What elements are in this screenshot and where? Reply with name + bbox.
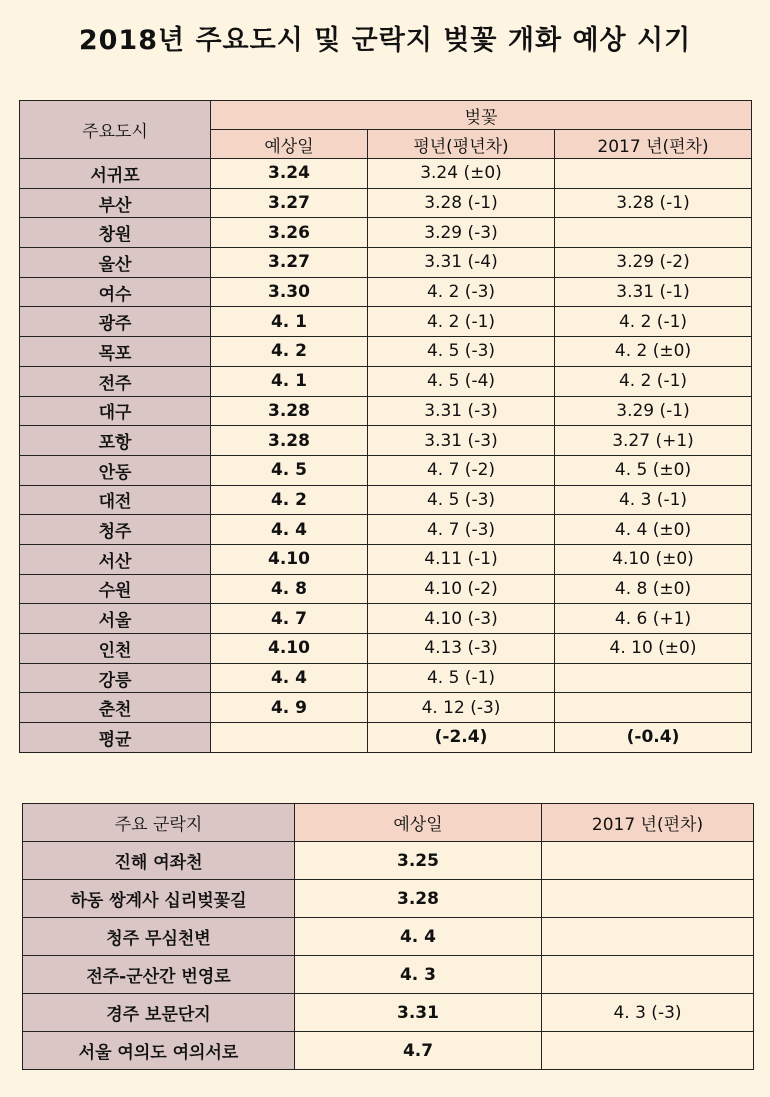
average-expected — [211, 723, 368, 753]
city-name: 여수 — [20, 277, 211, 307]
header-2017: 2017 년(편차) — [555, 130, 752, 159]
city-name: 수원 — [20, 574, 211, 604]
date-2017: 3.29 (-2) — [555, 248, 752, 278]
expected-date: 4. 4 — [211, 663, 368, 693]
table-row — [20, 515, 752, 545]
expected-date: 4. 1 — [211, 307, 368, 337]
date-2017: 4. 5 (±0) — [555, 455, 752, 485]
expected-date: 3.28 — [211, 396, 368, 426]
table-row — [23, 918, 754, 956]
normal-date: 4.13 (-3) — [368, 634, 555, 664]
date-2017: 4. 2 (±0) — [555, 337, 752, 367]
normal-date: 4. 5 (-4) — [368, 366, 555, 396]
table-row — [20, 366, 752, 396]
table-row — [20, 188, 752, 218]
city-name: 포항 — [20, 426, 211, 456]
date-2017 — [555, 663, 752, 693]
date-2017: 4. 8 (±0) — [555, 574, 752, 604]
expected-date: 4. 5 — [211, 455, 368, 485]
city-name: 춘천 — [20, 693, 211, 723]
expected-date: 4.10 — [211, 544, 368, 574]
city-name: 광주 — [20, 307, 211, 337]
expected-date: 4. 7 — [211, 604, 368, 634]
expected-date: 3.27 — [211, 248, 368, 278]
table-row — [20, 693, 752, 723]
normal-date: 4. 2 (-3) — [368, 277, 555, 307]
expected-date: 3.28 — [211, 426, 368, 456]
table-row — [20, 604, 752, 634]
date-2017 — [542, 918, 754, 956]
table-row — [20, 396, 752, 426]
date-2017: 4. 3 (-3) — [542, 994, 754, 1032]
expected-date: 4.10 — [211, 634, 368, 664]
city-name: 인천 — [20, 634, 211, 664]
table-row — [20, 337, 752, 367]
date-2017 — [555, 159, 752, 189]
expected-date: 4. 3 — [295, 956, 542, 994]
expected-date: 4.7 — [295, 1032, 542, 1070]
table-row — [23, 880, 754, 918]
table-row — [20, 544, 752, 574]
normal-date: 4. 2 (-1) — [368, 307, 555, 337]
date-2017: 3.31 (-1) — [555, 277, 752, 307]
colony-name: 경주 보문단지 — [23, 994, 295, 1032]
expected-date: 4. 4 — [295, 918, 542, 956]
date-2017: 4.10 (±0) — [555, 544, 752, 574]
page-title: 2018년 주요도시 및 군락지 벚꽃 개화 예상 시기 — [78, 25, 692, 56]
normal-date: 4. 5 (-3) — [368, 337, 555, 367]
normal-date: 4. 5 (-1) — [368, 663, 555, 693]
city-name: 안동 — [20, 455, 211, 485]
normal-date: 4. 12 (-3) — [368, 693, 555, 723]
normal-date: 3.28 (-1) — [368, 188, 555, 218]
expected-date: 4. 1 — [211, 366, 368, 396]
table-row — [23, 956, 754, 994]
normal-date: 3.29 (-3) — [368, 218, 555, 248]
normal-date: 4.11 (-1) — [368, 544, 555, 574]
date-2017: 3.28 (-1) — [555, 188, 752, 218]
header-expected: 예상일 — [211, 130, 368, 159]
header-city: 주요도시 — [20, 101, 211, 159]
table-row — [20, 663, 752, 693]
city-name: 강릉 — [20, 663, 211, 693]
city-bloom-table — [19, 100, 752, 753]
date-2017: 4. 2 (-1) — [555, 366, 752, 396]
date-2017 — [542, 880, 754, 918]
date-2017 — [542, 1032, 754, 1070]
date-2017 — [542, 842, 754, 880]
date-2017: 4. 2 (-1) — [555, 307, 752, 337]
normal-date: 4.10 (-2) — [368, 574, 555, 604]
header-cherry-blossom: 벚꽃 — [211, 101, 752, 130]
table-row — [20, 485, 752, 515]
average-label: 평균 — [20, 723, 211, 753]
normal-date: 4. 7 (-3) — [368, 515, 555, 545]
expected-date: 3.24 — [211, 159, 368, 189]
expected-date: 3.27 — [211, 188, 368, 218]
city-name: 서울 — [20, 604, 211, 634]
table-row — [20, 426, 752, 456]
city-name: 부산 — [20, 188, 211, 218]
date-2017: 4. 6 (+1) — [555, 604, 752, 634]
date-2017: 4. 4 (±0) — [555, 515, 752, 545]
colony-name: 청주 무심천변 — [23, 918, 295, 956]
expected-date: 4. 9 — [211, 693, 368, 723]
city-name: 대전 — [20, 485, 211, 515]
date-2017: 4. 10 (±0) — [555, 634, 752, 664]
expected-date: 4. 8 — [211, 574, 368, 604]
normal-date: 3.31 (-3) — [368, 426, 555, 456]
table-row — [20, 574, 752, 604]
city-name: 전주 — [20, 366, 211, 396]
city-name: 서귀포 — [20, 159, 211, 189]
table-row — [23, 994, 754, 1032]
header-expected: 예상일 — [295, 804, 542, 842]
city-name: 대구 — [20, 396, 211, 426]
header-normal: 평년(평년차) — [368, 130, 555, 159]
table-row — [20, 248, 752, 278]
city-name: 서산 — [20, 544, 211, 574]
colony-name: 전주-군산간 번영로 — [23, 956, 295, 994]
normal-date: 4.10 (-3) — [368, 604, 555, 634]
colony-name: 하동 쌍계사 십리벚꽃길 — [23, 880, 295, 918]
date-2017: 3.29 (-1) — [555, 396, 752, 426]
date-2017: 4. 3 (-1) — [555, 485, 752, 515]
expected-date: 4. 4 — [211, 515, 368, 545]
expected-date: 3.30 — [211, 277, 368, 307]
expected-date: 3.31 — [295, 994, 542, 1032]
table-row — [20, 307, 752, 337]
normal-date: 4. 5 (-3) — [368, 485, 555, 515]
normal-date: 3.24 (±0) — [368, 159, 555, 189]
colony-name: 진해 여좌천 — [23, 842, 295, 880]
table-row — [23, 842, 754, 880]
table-row — [20, 455, 752, 485]
normal-date: 3.31 (-3) — [368, 396, 555, 426]
header-colony: 주요 군락지 — [23, 804, 295, 842]
average-normal: (-2.4) — [368, 723, 555, 753]
expected-date: 3.26 — [211, 218, 368, 248]
date-2017 — [555, 693, 752, 723]
table-row — [20, 277, 752, 307]
header-2017: 2017 년(편차) — [542, 804, 754, 842]
table-row — [20, 159, 752, 189]
expected-date: 3.25 — [295, 842, 542, 880]
average-row — [20, 723, 752, 753]
city-name: 청주 — [20, 515, 211, 545]
city-name: 창원 — [20, 218, 211, 248]
city-name: 목포 — [20, 337, 211, 367]
expected-date: 4. 2 — [211, 485, 368, 515]
date-2017 — [542, 956, 754, 994]
date-2017: 3.27 (+1) — [555, 426, 752, 456]
normal-date: 3.31 (-4) — [368, 248, 555, 278]
colony-name: 서울 여의도 여의서로 — [23, 1032, 295, 1070]
table-row — [23, 1032, 754, 1070]
expected-date: 4. 2 — [211, 337, 368, 367]
date-2017 — [555, 218, 752, 248]
city-name: 울산 — [20, 248, 211, 278]
colony-bloom-table — [22, 803, 754, 1070]
expected-date: 3.28 — [295, 880, 542, 918]
table-row — [20, 634, 752, 664]
table-row — [20, 218, 752, 248]
average-2017: (-0.4) — [555, 723, 752, 753]
normal-date: 4. 7 (-2) — [368, 455, 555, 485]
